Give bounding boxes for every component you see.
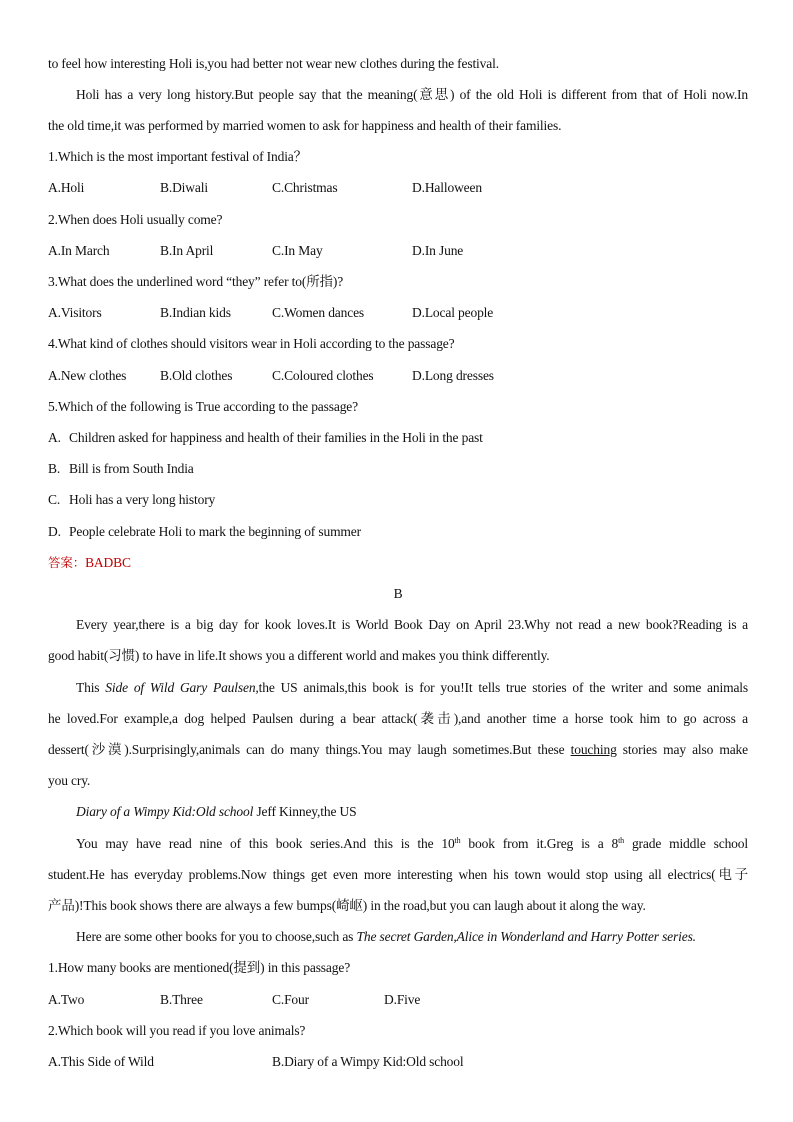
option-a: A.New clothes [48, 368, 127, 383]
option-c: C.In May [272, 243, 323, 258]
text-run: the US animals,this book is for you!It tells true stories of the writer and some animals [258, 680, 748, 695]
text-run: stories may also make [616, 742, 748, 757]
passage-line: 产品)!This book shows there are always a few bumps(崎岖) in the road,but you can laugh about it along the way. [48, 898, 646, 913]
statement-letter: A. [48, 430, 61, 445]
passage-line: student.He has everyday problems.Now things get even more interesting when his town would stop using all electrics(电子 [48, 867, 748, 882]
statement-a [48, 428, 483, 448]
statement-text: Bill is from South India [69, 461, 194, 476]
statement-text: Holi has a very long history [69, 492, 216, 507]
answer-key [48, 553, 131, 573]
passage-line: to feel how interesting Holi is,you had better not wear new clothes during the festival. [48, 56, 499, 71]
option-d: D.In June [412, 243, 464, 258]
statement-letter: D. [48, 524, 61, 539]
question-4-options [48, 366, 748, 386]
option-d: D.Halloween [412, 180, 482, 195]
option-c: C.Christmas [272, 180, 338, 195]
question-5: 5.Which of the following is True according to the passage? [48, 399, 358, 414]
book-heading [76, 802, 356, 822]
question-1-options [48, 178, 748, 198]
passage-line: he loved.For example,a dog helped Paulsen during a bear attack(袭击),and another time a horse took him to go across a [48, 711, 748, 726]
option-d: D.Local people [412, 305, 494, 320]
question-b1: 1.How many books are mentioned(提到) in this passage? [48, 960, 351, 975]
text-run: dessert(沙漠).Surprisingly,animals can do many things.You may laugh sometimes.But these [48, 742, 571, 757]
text-run: grade middle school [624, 836, 748, 851]
passage-line [76, 927, 696, 947]
text-run: Jeff Kinney,the US [253, 804, 357, 819]
underlined-word: touching [570, 742, 617, 757]
statement-letter: B. [48, 461, 61, 476]
statement-c [48, 490, 215, 510]
text-run: Here are some other books for you to choose,such as [76, 929, 357, 944]
book-title: Diary of a Wimpy Kid:Old school [76, 804, 254, 819]
answer-value: BADBC [85, 555, 131, 570]
superscript: th [618, 836, 625, 845]
passage-line: the old time,it was performed by married women to ask for happiness and health of their families. [48, 118, 562, 133]
question-b2: 2.Which book will you read if you love animals? [48, 1023, 306, 1038]
statement-letter: C. [48, 492, 61, 507]
passage-line: good habit(习惯) to have in life.It shows you a different world and makes you think differently. [48, 648, 550, 663]
question-2-options [48, 241, 748, 261]
option-a: A.In March [48, 243, 110, 258]
question-2: 2.When does Holi usually come? [48, 212, 223, 227]
question-b2-options [48, 1052, 748, 1072]
option-d: D.Long dresses [412, 368, 494, 383]
answer-label: 答案： [48, 555, 86, 570]
option-b: B.Three [160, 992, 203, 1007]
option-d: D.Five [384, 992, 421, 1007]
question-b1-options [48, 990, 748, 1010]
question-4: 4.What kind of clothes should visitors wear in Holi according to the passage? [48, 336, 455, 351]
book-list: The secret Garden,Alice in Wonderland and Harry Potter series. [356, 929, 696, 944]
statement-text: People celebrate Holi to mark the beginning of summer [69, 524, 361, 539]
option-b: B.Diwali [160, 180, 208, 195]
passage-line [76, 834, 748, 854]
option-b: B.Indian kids [160, 305, 231, 320]
option-b: B.In April [160, 243, 214, 258]
question-3: 3.What does the underlined word “they” refer to(所指)? [48, 274, 344, 289]
option-a: A.Holi [48, 180, 85, 195]
option-a: A.Two [48, 992, 85, 1007]
text-run: book from it.Greg is a 8 [460, 836, 619, 851]
book-title: Side of Wild Gary Paulsen, [105, 680, 259, 695]
text-run: This [76, 680, 106, 695]
option-c: C.Women dances [272, 305, 365, 320]
option-c: C.Coloured clothes [272, 368, 374, 383]
statement-b [48, 459, 194, 479]
option-a: A.Visitors [48, 305, 102, 320]
option-b: B.Old clothes [160, 368, 233, 383]
option-c: C.Four [272, 992, 309, 1007]
superscript: th [454, 836, 461, 845]
section-heading: B [393, 586, 403, 601]
passage-line [76, 678, 748, 698]
option-b: B.Diary of a Wimpy Kid:Old school [272, 1054, 464, 1069]
statement-d [48, 522, 361, 542]
passage-line: you cry. [48, 773, 91, 788]
passage-line: Holi has a very long history.But people say that the meaning(意思) of the old Holi is different from that of Holi now.In [76, 87, 748, 102]
question-1: 1.Which is the most important festival of India？ [48, 149, 307, 164]
text-run: You may have read nine of this book series.And this is the 10 [76, 836, 455, 851]
option-a: A.This Side of Wild [48, 1054, 154, 1069]
statement-text: Children asked for happiness and health of their families in the Holi in the past [69, 430, 483, 445]
passage-line [48, 740, 748, 760]
question-3-options [48, 303, 748, 323]
passage-line: Every year,there is a big day for kook loves.It is World Book Day on April 23.Why not read a new book?Reading is a [76, 617, 748, 632]
